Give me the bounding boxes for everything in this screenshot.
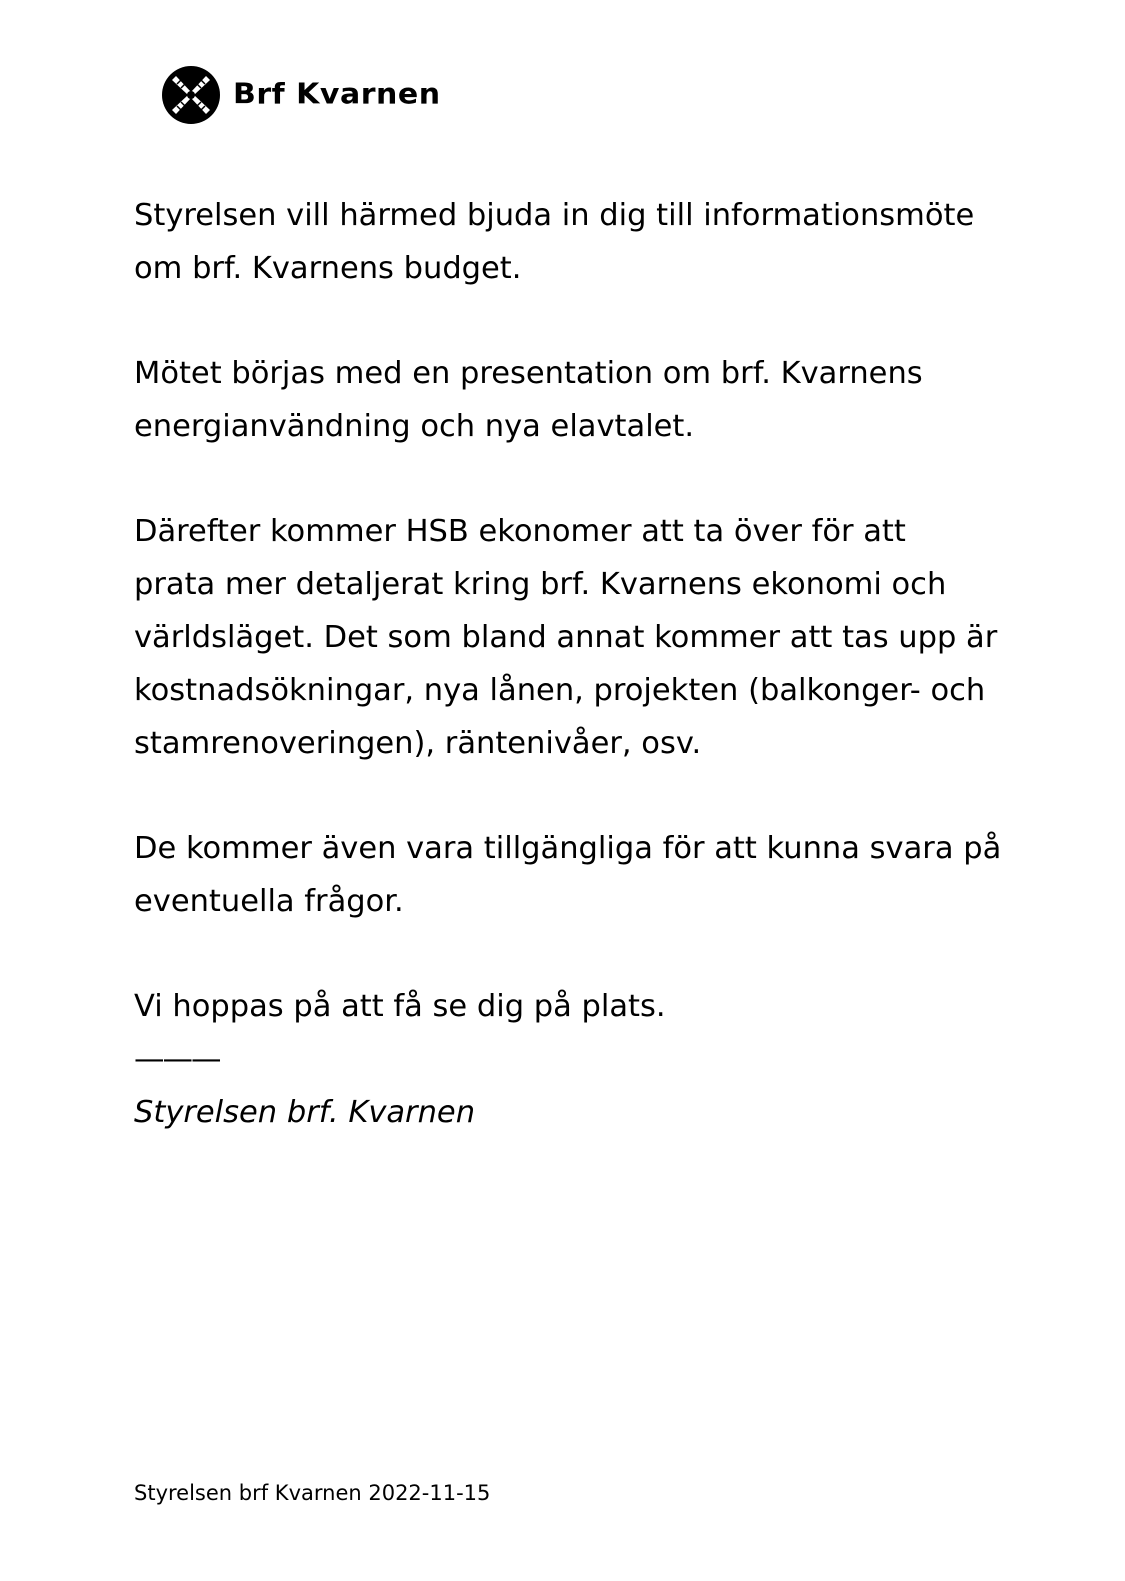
paragraph-spacer: [134, 453, 1014, 505]
paragraph-invitation: Styrelsen vill härmed bjuda in dig till informationsmöte om brf. Kvarnens budget.: [134, 198, 975, 286]
paragraph-presentation: Mötet börjas med en presentation om brf. Kvarnens energianvändning och nya elavtalet.: [134, 356, 923, 444]
footer-text: Styrelsen brf Kvarnen 2022-11-15: [134, 1481, 491, 1505]
signature: Styrelsen brf. Kvarnen: [134, 1095, 476, 1130]
paragraph-hsb-economists: Därefter kommer HSB ekonomer att ta över för att prata mer detaljerat kring brf. Kvarnens ekonomi och världsläget. Det som bland annat kommer att tas upp är kostnadsökningar, nya lånen, projekten (balkonger- och stamrenoveringen), räntenivåer, osv.: [134, 514, 998, 761]
paragraph-questions: De kommer även vara tillgängliga för att kunna svara på eventuella frågor.: [134, 831, 1002, 919]
windmill-logo-icon: [161, 65, 221, 125]
divider-dashes: ———: [134, 1042, 220, 1077]
logo-text: Brf Kvarnen: [233, 77, 441, 112]
paragraph-spacer: [134, 295, 1014, 347]
paragraph-spacer: [134, 928, 1014, 980]
brand-logo: [161, 65, 441, 125]
paragraph-spacer: [134, 770, 1014, 822]
letter-body: [134, 189, 1014, 1139]
paragraph-closing: Vi hoppas på att få se dig på plats.: [134, 989, 666, 1024]
